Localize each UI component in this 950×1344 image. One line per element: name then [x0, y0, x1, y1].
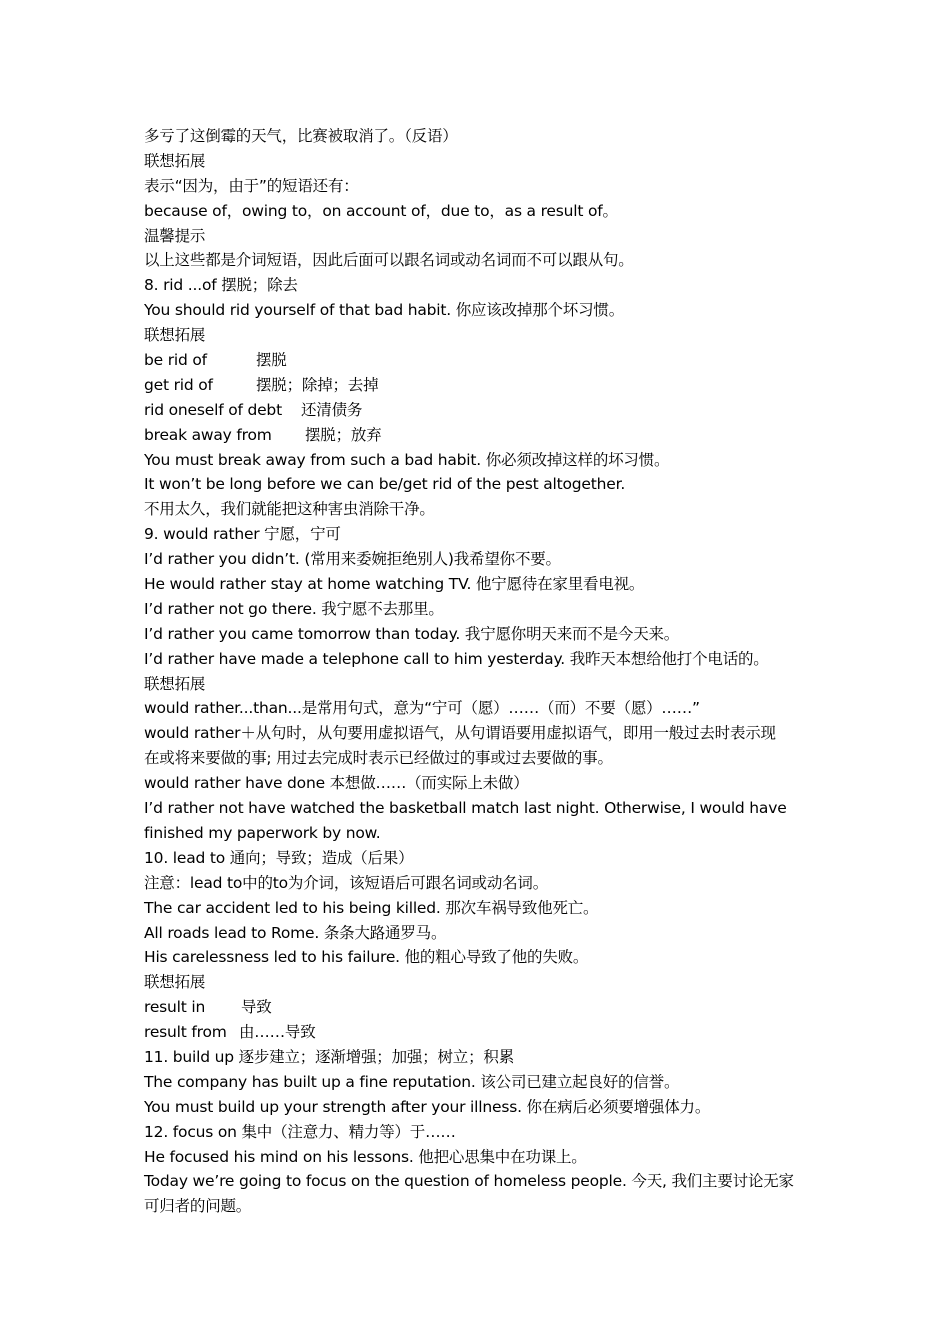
text-line: He would rather stay at home watching TV. 他宁愿待在家里看电视。 — [144, 575, 645, 594]
text-line: would rather...than...是常用句式，意为“宁可（愿）……（而）不要（愿）……” — [144, 699, 700, 718]
text-line: would rather＋从句时，从句要用虚拟语气，从句谓语要用虚拟语气，即用一般过去时表示现 — [144, 724, 776, 743]
text-line: 表示“因为，由于”的短语还有： — [144, 176, 359, 195]
phrase-definition-row — [144, 1020, 824, 1045]
text-line: I’d rather not have watched the basketball match last night. Otherwise, I would have — [144, 799, 787, 818]
phrase-definition-row — [144, 398, 824, 423]
text-line: 以上这些都是介词短语，因此后面可以跟名词或动名词而不可以跟从句。 — [144, 251, 634, 270]
text-line: I’d rather you didn’t. (常用来委婉拒绝别人)我希望你不要。 — [144, 550, 561, 569]
phrase-definition: 摆脱 — [256, 351, 287, 370]
text-line: I’d rather you came tomorrow than today. 我宁愿你明天来而不是今天来。 — [144, 624, 680, 643]
text-line: I’d rather have made a telephone call to him yesterday. 我昨天本想给他打个电话的。 — [144, 649, 769, 668]
phrase-term: be rid of — [144, 351, 207, 370]
text-line: His carelessness led to his failure. 他的粗心导致了他的失败。 — [144, 948, 589, 967]
text-line: finished my paperwork by now. — [144, 823, 381, 842]
phrase-definition: 导致 — [241, 998, 272, 1017]
phrase-term: break away from — [144, 425, 272, 444]
phrase-definition-row — [144, 423, 824, 448]
phrase-definition-row — [144, 995, 824, 1020]
text-line: 可归者的问题。 — [144, 1197, 252, 1216]
document-body — [144, 124, 824, 1219]
text-line: 不用太久，我们就能把这种害虫消除干净。 — [144, 500, 435, 519]
text-line: The company has built up a fine reputation. 该公司已建立起良好的信誉。 — [144, 1072, 680, 1091]
text-line: 多亏了这倒霉的天气，比赛被取消了。（反语） — [144, 127, 458, 145]
text-line: You must break away from such a bad habit. 你必须改掉这样的坏习惯。 — [144, 450, 670, 469]
text-line: The car accident led to his being killed. 那次车祸导致他死亡。 — [144, 898, 599, 917]
text-line: 联想拓展 — [144, 326, 206, 345]
text-line: You should rid yourself of that bad habit. 你应该改掉那个坏习惯。 — [144, 301, 624, 320]
text-line: 9. would rather 宁愿，宁可 — [144, 525, 341, 544]
text-line: All roads lead to Rome. 条条大路通罗马。 — [144, 923, 447, 942]
text-line: It won’t be long before we can be/get rid of the pest altogether. — [144, 475, 626, 494]
text-line: 注意：lead to中的to为介词，该短语后可跟名词或动名词。 — [144, 873, 549, 892]
text-line: 联想拓展 — [144, 973, 206, 992]
text-line: would rather have done 本想做……（而实际上未做） — [144, 774, 529, 793]
phrase-term: result in — [144, 998, 206, 1017]
phrase-term: result from — [144, 1023, 227, 1042]
text-line: 联想拓展 — [144, 674, 206, 693]
text-line: 联想拓展 — [144, 151, 206, 170]
text-line: 在或将来要做的事; 用过去完成时表示已经做过的事或过去要做的事。 — [144, 749, 613, 768]
text-line: 12. focus on 集中（注意力、精力等）于…… — [144, 1122, 456, 1141]
phrase-definition-row — [144, 373, 824, 398]
text-line: 8. rid ...of 摆脱；除去 — [144, 276, 298, 295]
text-line: 温馨提示 — [144, 226, 206, 245]
phrase-definition: 摆脱；放弃 — [305, 425, 382, 444]
phrase-definition: 摆脱；除掉；去掉 — [256, 375, 379, 394]
phrase-definition: 还清债务 — [301, 400, 363, 419]
text-line: You must build up your strength after your illness. 你在病后必须要增强体力。 — [144, 1097, 711, 1116]
phrase-term: get rid of — [144, 375, 213, 394]
text-line: Today we’re going to focus on the question of homeless people. 今天, 我们主要讨论无家 — [144, 1172, 794, 1191]
text-line: He focused his mind on his lessons. 他把心思集中在功课上。 — [144, 1147, 587, 1166]
text-line: 11. build up 逐步建立；逐渐增强；加强；树立；积累 — [144, 1047, 515, 1066]
text-line: 10. lead to 通向；导致；造成（后果） — [144, 848, 414, 867]
text-line: because of，owing to，on account of，due to，as a result of。 — [144, 201, 618, 220]
phrase-definition: 由……导致 — [239, 1023, 316, 1042]
phrase-term: rid oneself of debt — [144, 400, 282, 419]
phrase-definition-row — [144, 348, 824, 373]
text-line: I’d rather not go there. 我宁愿不去那里。 — [144, 599, 444, 618]
